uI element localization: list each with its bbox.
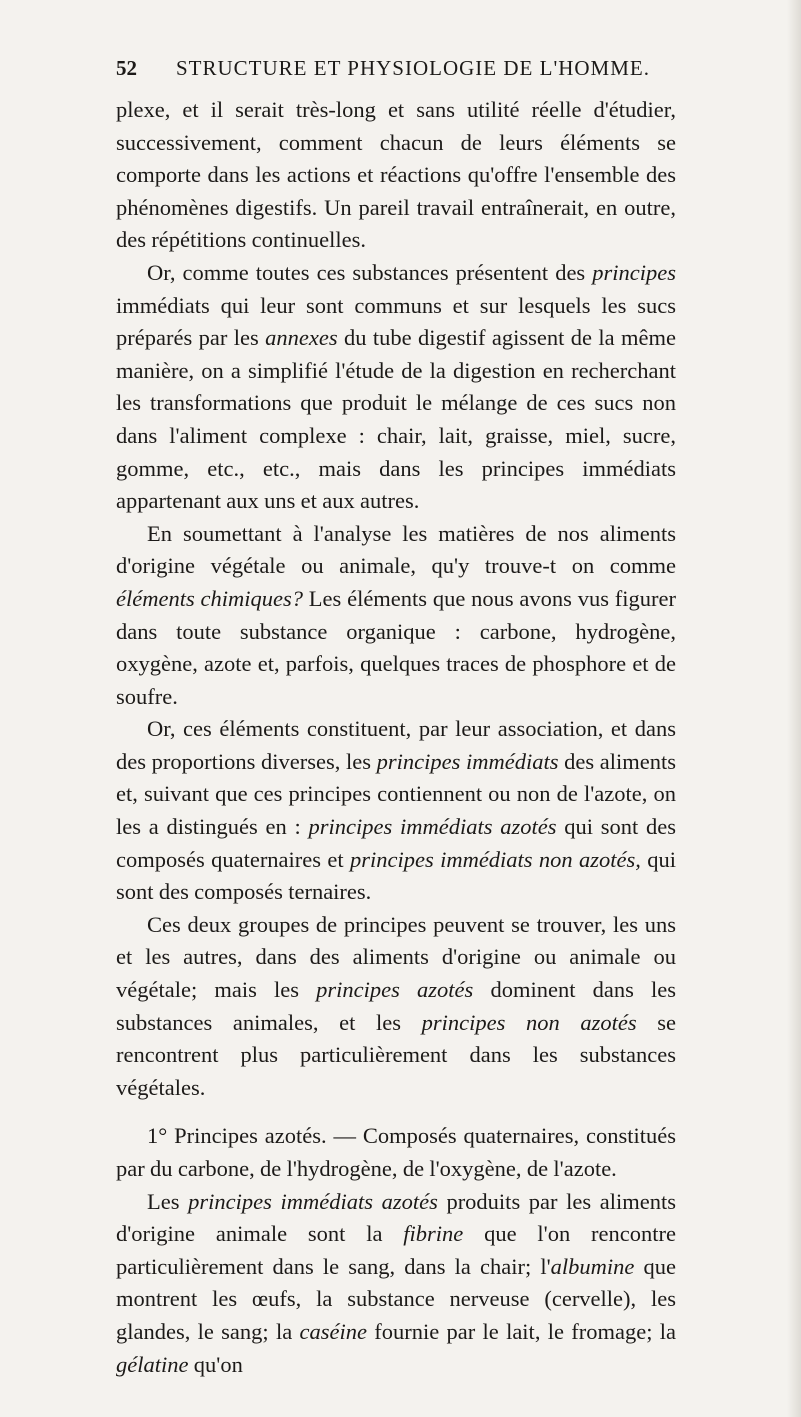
paragraph-deux-groupes <box>116 909 676 1105</box>
italic-term: caséine <box>299 1318 367 1344</box>
text-run: que montrent les œufs, la substance nerveuse (cervelle), les glandes, le sang; la <box>116 1253 676 1344</box>
italic-term: principes azotés <box>316 977 474 1003</box>
text-run: Les <box>147 1188 189 1214</box>
section-heading-principes-azotes <box>116 1120 676 1185</box>
paragraph-principes-communs <box>116 257 676 518</box>
text-run: plexe, et il serait très-long et sans utilité réelle d'étudier, successivement, comment chacun de leurs éléments se comporte dans les actions et réactions qu'offre l'ensemble des phénomènes digestifs. Un pareil travail entraînerait, en outre, des répétitions continuelles. <box>116 97 676 253</box>
italic-term: principes immédiats non azotés, <box>349 846 641 872</box>
italic-term: principes immédiats <box>376 748 559 774</box>
text-run: qui sont des composés quaternaires et <box>116 814 676 872</box>
paragraph-analyse-elements <box>116 518 676 714</box>
italic-term: fibrine <box>403 1221 464 1247</box>
text-run: En soumettant à l'analyse les matières de nos aliments d'origine végétale ou animale, qu'y trouve-t on comme <box>116 520 676 579</box>
text-run: immédiats qui leur sont communs et sur lesquels les sucs préparés par les <box>116 292 676 351</box>
paragraph-principes-azotes-definition <box>116 713 676 909</box>
paragraph-continuation <box>116 94 676 257</box>
text-run: des aliments et, suivant que ces principes contiennent ou non de l'azote, on les a distingués en : <box>116 748 676 840</box>
text-run: du tube digestif agissent de la même manière, on a simplifié l'étude de la digestion en recherchant les transformations que produit le mélange de ces sucs non dans l'aliment complexe : chair, lait, graisse, miel, sucre, gomme, etc., etc., mais dans les principes immédiats appartenant aux uns et aux autres. <box>116 325 676 514</box>
running-header <box>116 56 671 86</box>
italic-term: principes non azotés <box>421 1009 637 1035</box>
text-run: que l'on rencontre particulièrement dans le sang, dans la chair; l' <box>116 1221 677 1279</box>
text-run: dominent dans les substances animales, et les <box>116 977 676 1035</box>
italic-term: gélatine <box>116 1351 189 1377</box>
paragraph-principes-animaux <box>116 1186 676 1382</box>
running-title: STRUCTURE ET PHYSIOLOGIE DE L'HOMME. <box>176 56 650 80</box>
italic-term: annexes <box>265 325 338 351</box>
page-number: 52 <box>116 56 137 80</box>
page-edge-shadow <box>787 0 801 1417</box>
text-run: qui sont des composés ternaires. <box>116 846 677 905</box>
italic-term: principes immédiats azotés <box>188 1188 438 1214</box>
text-run: Ces deux groupes de principes peuvent se trouver, les uns et les autres, dans des aliments d'origine ou animale ou végétale; mais les <box>116 911 676 1003</box>
text-run: Or, ces éléments constituent, par leur association, et dans des proportions diverses, les <box>116 716 676 774</box>
italic-term: principes immédiats azotés <box>308 814 557 840</box>
italic-term: albumine <box>550 1253 635 1279</box>
text-run: Les éléments que nous avons vus figurer dans toute substance organique : carbone, hydrogène, oxygène, azote et, parfois, quelques traces de phosphore et de soufre. <box>116 585 676 709</box>
text-run: se rencontrent plus particulièrement dans les substances végétales. <box>116 1009 677 1100</box>
italic-term: principes <box>592 259 676 285</box>
text-run: produits par les aliments d'origine animale sont la <box>116 1188 676 1247</box>
text-run: 1° Principes azotés. — Composés quaternaires, constitués par du carbone, de l'hydrogène, de l'oxygène, de l'azote. <box>116 1123 676 1181</box>
text-run: qu'on <box>188 1351 243 1377</box>
text-run: Or, comme toutes ces substances présentent des <box>147 259 593 285</box>
italic-term: éléments chimiques? <box>116 585 303 611</box>
text-run: fournie par le lait, le fromage; la <box>366 1318 676 1344</box>
body-text <box>116 94 676 1381</box>
